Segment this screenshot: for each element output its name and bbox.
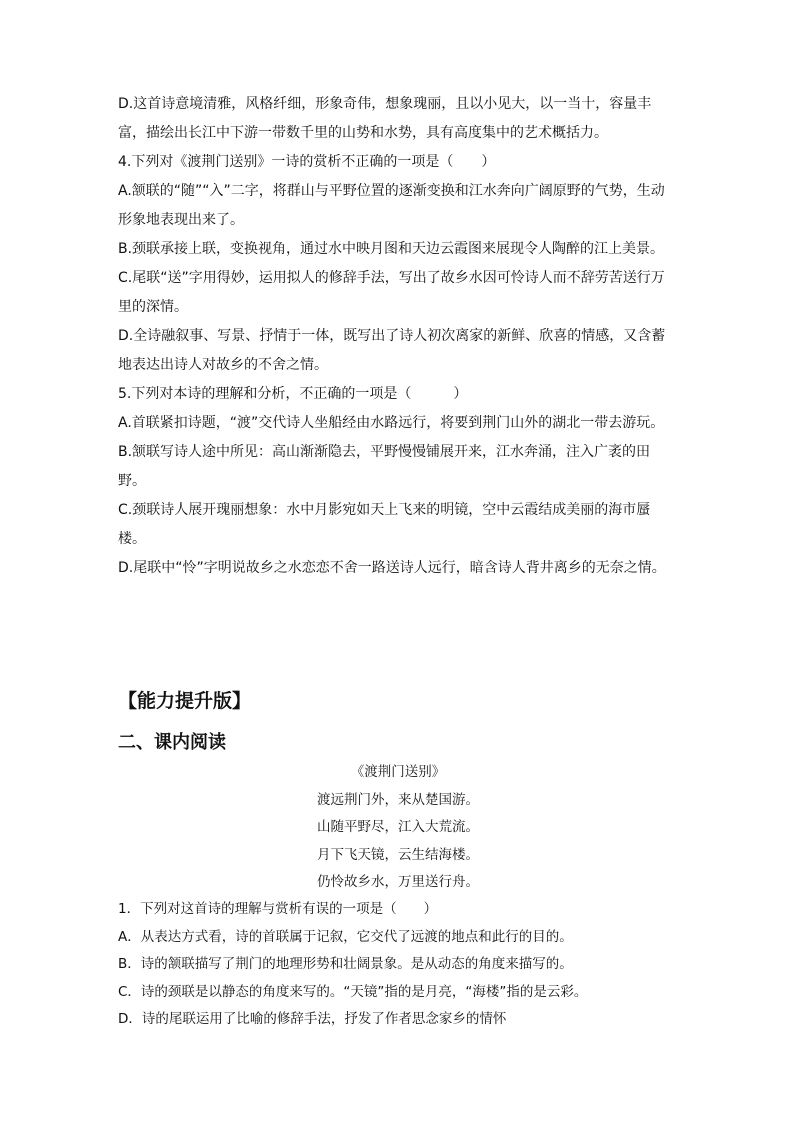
question-1-stem: 1．下列对这首诗的理解与赏析有误的一项是（ ）: [118, 901, 438, 917]
poem: [118, 759, 678, 897]
question-1-option-b: B．诗的颔联描写了荆门的地理形势和壮阔景象。是从动态的角度来描写的。: [118, 956, 573, 972]
question-4-option-d: D.全诗融叙事、写景、抒情于一体，既写出了诗人初次离家的新鲜、欣喜的情感，又含蓄地表达出诗人对故乡的不舍之情。: [118, 328, 666, 373]
poem-line: 山随平野尽，江入大荒流。: [317, 819, 479, 835]
question-1-option-c: C．诗的颈联是以静态的角度来写的。“天镜”指的是月亮，“海楼”指的是云彩。: [118, 983, 588, 1000]
part1-questions: [118, 90, 678, 583]
question-5-option-d: D.尾联中“怜”字明说故乡之水恋恋不舍一路送诗人远行，暗含诗人背井离乡的无奈之情。: [118, 560, 666, 576]
section-title: 【能力提升版】: [118, 690, 252, 712]
poem-line: 月下飞天镜，云生结海楼。: [317, 846, 479, 863]
poem-title: 《渡荆门送别》: [350, 764, 446, 780]
question-4-stem: 4.下列对《渡荆门送别》一诗的赏析不正确的一项是（ ）: [118, 154, 496, 170]
question-5-option-a: A.首联紧扣诗题，“渡”交代诗人坐船经由水路远行，将要到荆门山外的湖北一带去游玩。: [118, 415, 665, 431]
question-5-option-b: B.颔联写诗人途中所见：高山渐渐隐去，平野慢慢铺展开来，江水奔涌，注入广袤的田野。: [118, 444, 651, 489]
question-4-option-b: B.颈联承接上联，变换视角，通过水中映月图和天边云霞图来展现令人陶醉的江上美景。: [118, 241, 665, 257]
question-4-option-a: A.颔联的“随”“入”二字，将群山与平野位置的逐渐变换和江水奔向广阔原野的气势，生动形象地表现出来了。: [118, 183, 665, 228]
question-5-option-c: C.颈联诗人展开瑰丽想象：水中月影宛如天上飞来的明镜，空中云霞结成美丽的海市蜃楼。: [118, 502, 651, 547]
poem-line: 渡远荆门外，来从楚国游。: [317, 791, 479, 808]
question-5-stem: 5.下列对本诗的理解和分析，不正确的一项是（ ）: [118, 386, 468, 402]
option-3d-text: D.这首诗意境清雅，风格纤细，形象奇伟，想象瑰丽，且以小见大，以一当十，容量丰富，描绘出长江中下游一带数千里的山势和水势，具有高度集中的艺术概括力。: [118, 96, 652, 141]
poem-line: 仍怜故乡水，万里送行舟。: [317, 874, 479, 890]
subsection-title: 二、课内阅读: [118, 732, 226, 753]
question-1-option-a: A．从表达方式看，诗的首联属于记叙，它交代了远渡的地点和此行的目的。: [118, 928, 573, 945]
question-1-option-d: D．诗的尾联运用了比喻的修辞手法，抒发了作者思念家乡的情怀: [118, 1011, 507, 1027]
question-4-option-c: C.尾联“送”字用得妙，运用拟人的修辞手法，写出了故乡水因可怜诗人而不辞劳苦送行万里的深情。: [118, 270, 665, 315]
question-1: [118, 896, 678, 1034]
